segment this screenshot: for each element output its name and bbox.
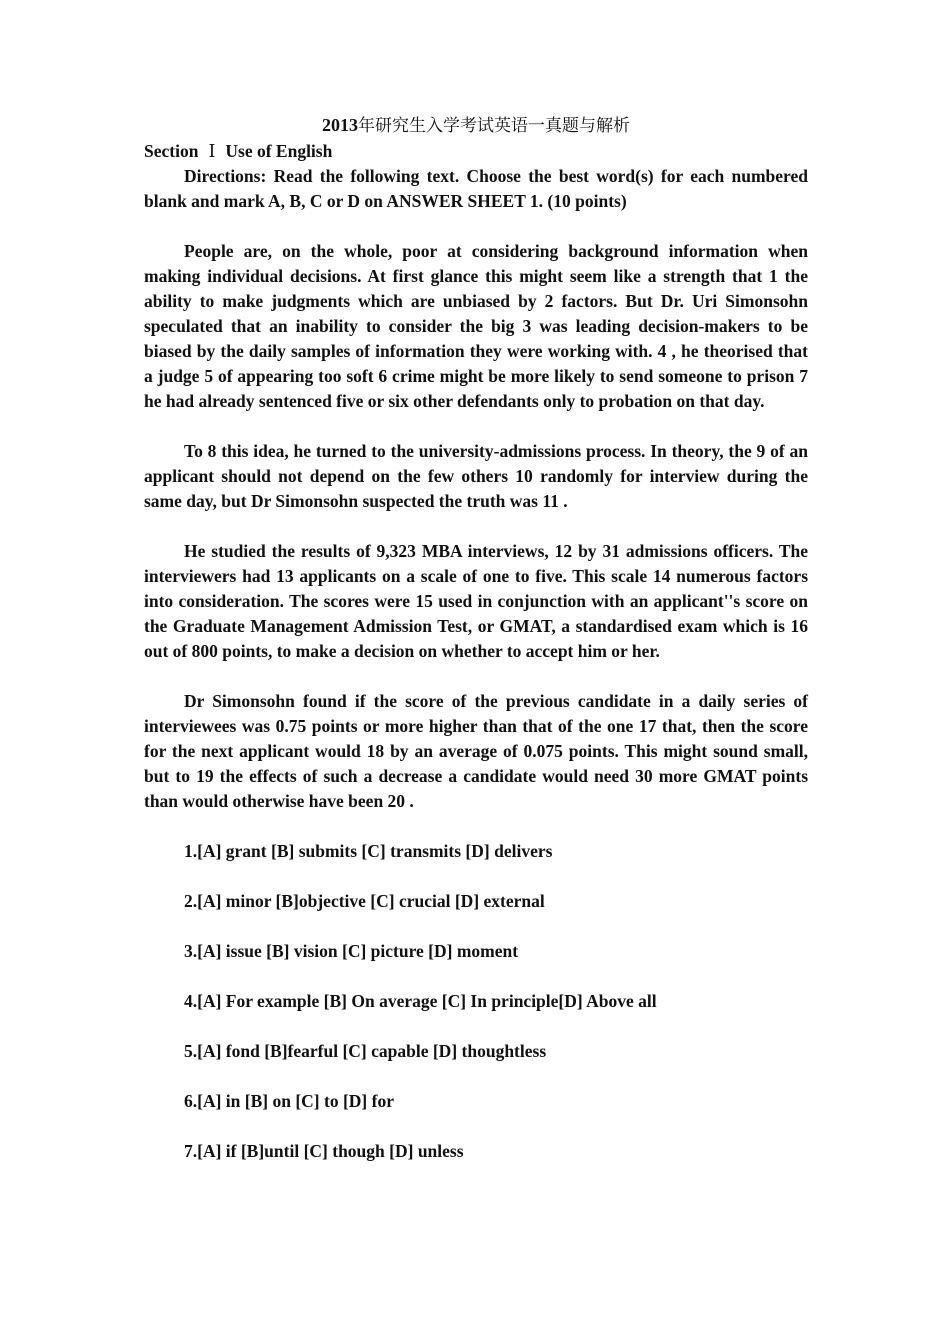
option-item-2: 2.[A] minor [B]objective [C] crucial [D] external — [184, 891, 545, 911]
spacer — [144, 1014, 808, 1039]
option-item-1: 1.[A] grant [B] submits [C] transmits [D] delivers — [184, 841, 553, 861]
spacer — [144, 964, 808, 989]
section-roman-numeral: Ⅰ — [208, 141, 216, 161]
document-page — [144, 112, 808, 1164]
spacer — [144, 214, 808, 239]
directions: Directions: Read the following text. Choose the best word(s) for each numbered blank and mark A, B, C or D on ANSWER SHEET 1. (10 points) — [144, 166, 808, 211]
paragraph-2: To 8 this idea, he turned to the university-admissions process. In theory, the 9 of an applicant should not depend on the few others 10 randomly for interview during the same day, but Dr Simonsohn suspected the truth was 11 . — [144, 441, 808, 511]
spacer — [144, 814, 808, 839]
option-item-7: 7.[A] if [B]until [C] though [D] unless — [184, 1141, 464, 1161]
document-title — [144, 112, 808, 139]
paragraph-4: Dr Simonsohn found if the score of the previous candidate in a daily series of interviewees was 0.75 points or more higher than that of the one 17 that, then the score for the next applicant would 18 by an average of 0.075 points. This might sound small, but to 19 the effects of such a decrease a candidate would need 30 more GMAT points than would otherwise have been 20 . — [144, 691, 808, 811]
title-year: 2013 — [322, 115, 358, 135]
spacer — [144, 1114, 808, 1139]
paragraph-3: He studied the results of 9,323 MBA interviews, 12 by 31 admissions officers. The interviewers had 13 applicants on a scale of one to five. This scale 14 numerous factors into consideration. The scores were 15 used in conjunction with an applicant''s score on the Graduate Management Admission Test, or GMAT, a standardised exam which is 16 out of 800 points, to make a decision on whether to accept him or her. — [144, 541, 808, 661]
paragraph-1: People are, on the whole, poor at considering background information when making individual decisions. At first glance this might seem like a strength that 1 the ability to make judgments which are unbiased by 2 factors. But Dr. Uri Simonsohn speculated that an inability to consider the big 3 was leading decision-makers to be biased by the daily samples of information they were working with. 4 , he theorised that a judge 5 of appearing too soft 6 crime might be more likely to send someone to prison 7 he had already sentenced five or six other defendants only to probation on that day. — [144, 241, 808, 411]
option-item-6: 6.[A] in [B] on [C] to [D] for — [184, 1091, 394, 1111]
spacer — [144, 864, 808, 889]
section-label: Section — [144, 141, 199, 161]
title-text: 年研究生入学考试英语一真题与解析 — [358, 116, 630, 136]
option-item-5: 5.[A] fond [B]fearful [C] capable [D] thoughtless — [184, 1041, 547, 1061]
section-heading — [144, 139, 808, 164]
section-name: Use of English — [225, 141, 333, 161]
option-item-3: 3.[A] issue [B] vision [C] picture [D] moment — [184, 941, 519, 961]
spacer — [144, 664, 808, 689]
spacer — [144, 514, 808, 539]
spacer — [144, 914, 808, 939]
spacer — [144, 414, 808, 439]
spacer — [144, 1064, 808, 1089]
option-item-4: 4.[A] For example [B] On average [C] In principle[D] Above all — [184, 991, 657, 1011]
